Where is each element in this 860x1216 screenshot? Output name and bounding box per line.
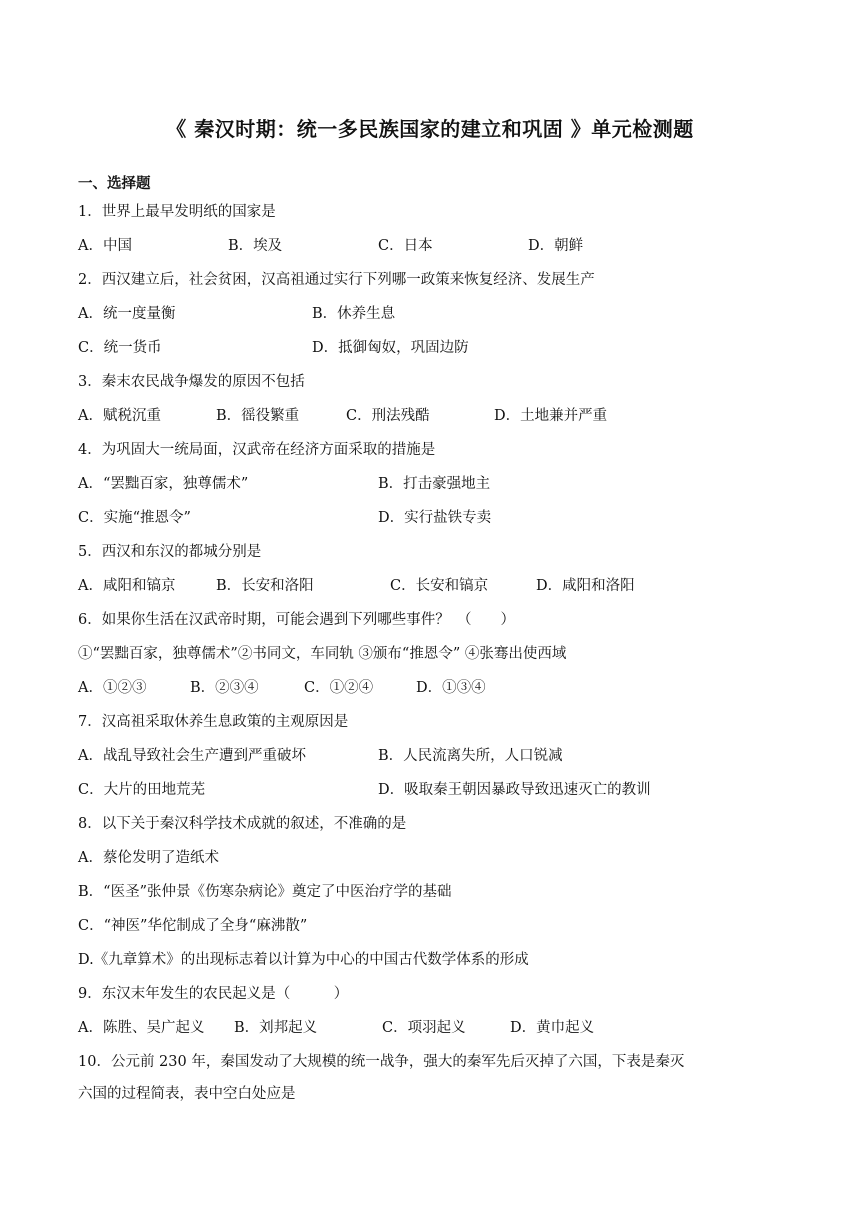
- q4-option-b: B．打击豪强地主: [378, 476, 491, 492]
- question-2-stem: 2．西汉建立后，社会贫困，汉高祖通过实行下列哪一政策来恢复经济、发展生产: [78, 272, 595, 288]
- question-10-line-1: 10．公元前 230 年，秦国发动了大规模的统一战争，强大的秦军先后灭掉了六国，下表是秦灭: [78, 1054, 685, 1070]
- question-3-stem: 3．秦末农民战争爆发的原因不包括: [78, 374, 305, 390]
- q4-option-a: A．“罢黜百家，独尊儒术”: [78, 476, 249, 492]
- q1-option-b: B．埃及: [228, 238, 283, 254]
- q8-option-b: B．“医圣”张仲景《伤寒杂病论》奠定了中医治疗学的基础: [78, 884, 452, 900]
- q9-option-c: C．项羽起义: [382, 1020, 466, 1036]
- q1-option-d: D．朝鲜: [528, 238, 584, 254]
- q3-option-a: A．赋税沉重: [78, 408, 161, 424]
- q8-option-c: C．“神医”华佗制成了全身“麻沸散”: [78, 918, 308, 934]
- q1-option-c: C．日本: [378, 238, 433, 254]
- q3-option-b: B．徭役繁重: [216, 408, 300, 424]
- q6-option-c: C．①②④: [304, 680, 374, 696]
- q7-option-d: D．吸取秦王朝因暴政导致迅速灭亡的教训: [378, 782, 651, 798]
- q1-option-a: A．中国: [78, 238, 132, 254]
- q9-option-d: D．黄巾起义: [510, 1020, 595, 1036]
- question-7-stem: 7．汉高祖采取休养生息政策的主观原因是: [78, 714, 349, 730]
- q6-option-b: B．②③④: [190, 680, 259, 696]
- question-6-stem: 6．如果你生活在汉武帝时期，可能会遇到下列哪些事件？ （ ）: [78, 612, 515, 628]
- q7-option-b: B．人民流离失所，人口锐减: [378, 748, 563, 764]
- question-6-items: ①“罢黜百家，独尊儒术”②书同文，车同轨 ③颁布“推恩令” ④张骞出使西域: [78, 646, 567, 662]
- q9-option-a: A．陈胜、吴广起义: [78, 1020, 205, 1036]
- q2-option-d: D．抵御匈奴，巩固边防: [312, 340, 469, 356]
- q3-option-d: D．土地兼并严重: [494, 408, 608, 424]
- q5-option-d: D．咸阳和洛阳: [536, 578, 635, 594]
- q5-option-a: A．咸阳和镐京: [78, 578, 176, 594]
- q6-option-a: A．①②③: [78, 680, 147, 696]
- section-heading: 一、选择题: [78, 176, 151, 192]
- q2-option-c: C．统一货币: [78, 340, 162, 356]
- q6-option-d: D．①③④: [416, 680, 486, 696]
- q3-option-c: C．刑法残酷: [346, 408, 430, 424]
- q2-option-a: A．统一度量衡: [78, 306, 176, 322]
- question-10-line-2: 六国的过程简表，表中空白处应是: [78, 1086, 296, 1102]
- q2-option-b: B．休养生息: [312, 306, 396, 322]
- question-8-stem: 8．以下关于秦汉科学技术成就的叙述，不准确的是: [78, 816, 407, 832]
- q8-option-a: A．蔡伦发明了造纸术: [78, 850, 219, 866]
- question-1-stem: 1．世界上最早发明纸的国家是: [78, 204, 276, 220]
- q8-option-d: D.《九章算术》的出现标志着以计算为中心的中国古代数学体系的形成: [78, 952, 529, 968]
- q5-option-b: B．长安和洛阳: [216, 578, 314, 594]
- q4-option-c: C．实施“推恩令”: [78, 510, 191, 526]
- question-5-stem: 5．西汉和东汉的都城分别是: [78, 544, 262, 560]
- question-9-stem: 9．东汉末年发生的农民起义是（ ）: [78, 986, 349, 1002]
- q4-option-d: D．实行盐铁专卖: [378, 510, 492, 526]
- page-title: 《 秦汉时期：统一多民族国家的建立和巩固 》单元检测题: [166, 117, 694, 141]
- q7-option-c: C．大片的田地荒芜: [78, 782, 206, 798]
- question-4-stem: 4．为巩固大一统局面，汉武帝在经济方面采取的措施是: [78, 442, 436, 458]
- q7-option-a: A．战乱导致社会生产遭到严重破坏: [78, 748, 306, 764]
- q9-option-b: B．刘邦起义: [234, 1020, 318, 1036]
- q5-option-c: C．长安和镐京: [390, 578, 489, 594]
